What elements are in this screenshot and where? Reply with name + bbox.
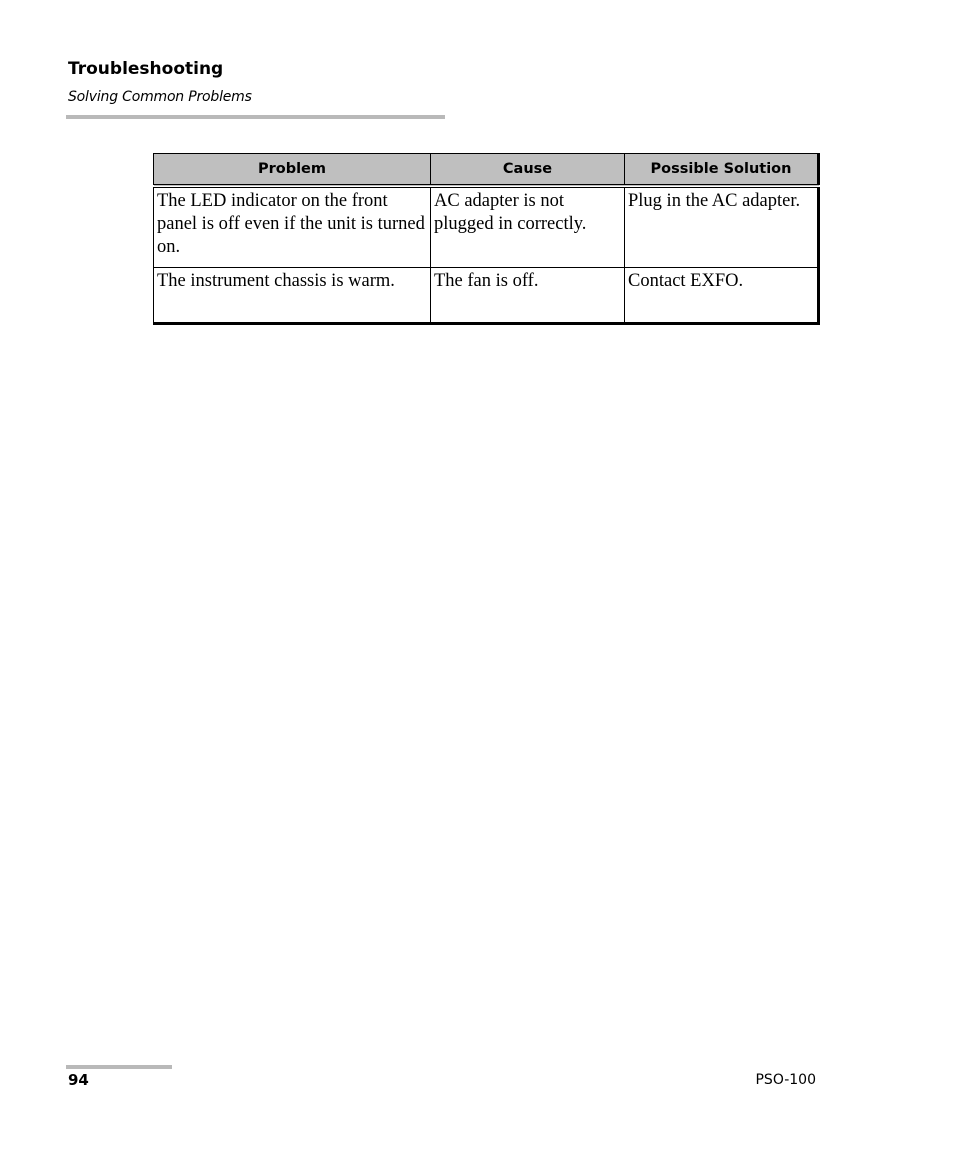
page-number: 94 [68, 1071, 89, 1089]
solution-cell: Plug in the AC adapter. [625, 186, 819, 268]
table-header-row [154, 154, 819, 187]
cause-cell: AC adapter is not plugged in correctly. [431, 186, 625, 268]
header-divider [66, 115, 445, 119]
problem-cell: The instrument chassis is warm. [154, 268, 431, 324]
column-header-problem: Problem [154, 154, 431, 187]
table-row [154, 268, 819, 324]
column-header-cause: Cause [431, 154, 625, 187]
column-header-solution: Possible Solution [625, 154, 819, 187]
troubleshooting-table [153, 153, 820, 325]
troubleshooting-table-container [153, 153, 818, 325]
chapter-title: Troubleshooting [68, 59, 224, 79]
table-row [154, 186, 819, 268]
section-title: Solving Common Problems [68, 89, 252, 105]
solution-cell: Contact EXFO. [625, 268, 819, 324]
cause-cell: The fan is off. [431, 268, 625, 324]
footer-divider [66, 1065, 172, 1069]
product-name: PSO-100 [755, 1072, 816, 1088]
problem-cell: The LED indicator on the front panel is off even if the unit is turned on. [154, 186, 431, 268]
